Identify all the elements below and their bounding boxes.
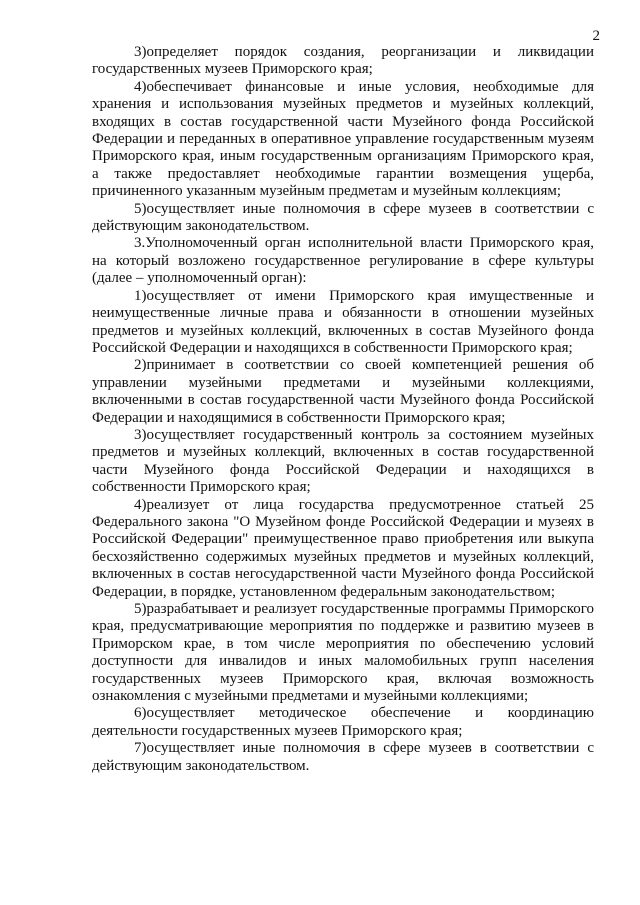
paragraph-item-7-other-powers: 7)осуществляет иные полномочия в сфере музеев в соответствии с действующим законодательством.: [92, 740, 594, 774]
paragraph-item-2-management-decisions: 2)принимает в соответствии со своей компетенцией решения об управлении музейными предметами и музейными коллекциями, включенными в состав государственной части Музейного фонда Российской Федерации и находящимися в собственности Приморского края;: [92, 357, 594, 426]
paragraph-item-4-financial-conditions: 4)обеспечивает финансовые и иные условия, необходимые для хранения и использования музейных предметов и музейных коллекций, входящих в состав государственной части Музейного фонда Российской Федерации и переданных в оперативное управление государственным музеям Приморского края, иным государственным организациям Приморского края, а также предоставляет необходимые гарантии возмещения ущерба, причиненного указанным музейным предметам и музейным коллекциям;: [92, 78, 594, 200]
paragraph-item-5-state-programs: 5)разрабатывает и реализует государственные программы Приморского края, предусматривающие мероприятия по поддержке и развитию музеев в Приморском крае, в том числе мероприятия по обеспечению условий доступности для инвалидов и иных маломобильных групп населения государственных музеев Приморского края, включая возможность ознакомления с музейными предметами и музейными коллекциями;: [92, 601, 594, 705]
paragraph-item-4-preemptive-right: 4)реализует от лица государства предусмотренное статьей 25 Федерального закона "О Музейном фонде Российской Федерации и музеях в Российской Федерации" преимущественное право приобретения или выкупа бесхозяйственно содержимых музейных предметов и музейных коллекций, включенных в состав негосударственной части Музейного фонда Российской Федерации, в порядке, установленном федеральным законодательством;: [92, 496, 594, 600]
paragraph-item-5-other-powers: 5)осуществляет иные полномочия в сфере музеев в соответствии с действующим законодательством.: [92, 200, 594, 235]
page-number: 2: [592, 28, 600, 44]
document-body: [92, 44, 594, 775]
paragraph-item-6-methodical-support: 6)осуществляет методическое обеспечение и координацию деятельности государственных музеев Приморского края;: [92, 705, 594, 739]
paragraph-item-3-state-control: 3)осуществляет государственный контроль за состоянием музейных предметов и музейных коллекций, включенных в состав государственной части Музейного фонда Российской Федерации и находящихся в собственности Приморского края;: [92, 426, 594, 496]
paragraph-section-3-authorized-body: 3.Уполномоченный орган исполнительной власти Приморского края, на который возложено государственное регулирование в сфере культуры (далее – уполномоченный орган):: [92, 235, 594, 287]
paragraph-item-1-property-rights: 1)осуществляет от имени Приморского края имущественные и неимущественные личные права и обязанности в отношении музейных предметов и музейных коллекций, включенных в состав Музейного фонда Российской Федерации и находящихся в собственности Приморского края;: [92, 287, 594, 356]
paragraph-item-3-determines-museum-order: 3)определяет порядок создания, реорганизации и ликвидации государственных музеев Приморского края;: [92, 44, 594, 78]
